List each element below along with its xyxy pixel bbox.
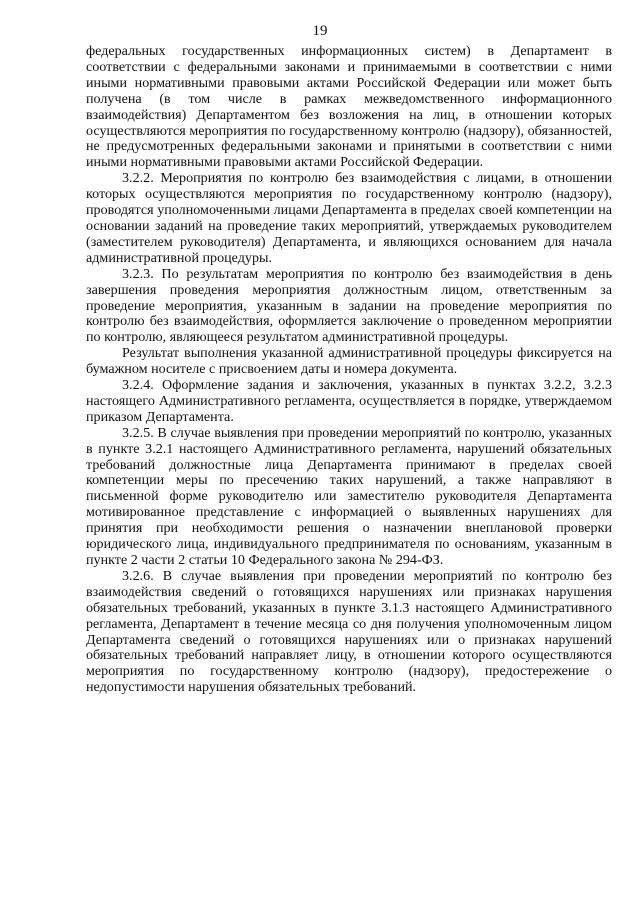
paragraph-3-2-4: 3.2.4. Оформление задания и заключения, указанных в пунктах 3.2.2, 3.2.3 настоящего Административного регламента, осуществляется в порядке, утверждаемом приказом Департамента. (86, 377, 612, 425)
paragraph-3-2-5: 3.2.5. В случае выявления при проведении мероприятий по контролю, указанных в пункте 3.2.1 настоящего Административного регламента, нарушений обязательных требований должностные лица Департамента принимают в пределах своей компетенции меры по пресечению таких нарушений, а также направляют в письменной форме руководителю или заместителю руководителя Департамента мотивированное представление с информацией о выявленных нарушениях для принятия при необходимости решения о назначении внеплановой проверки юридического лица, индивидуального предпринимателя по основаниям, указанным в пункте 2 части 2 статьи 10 Федерального закона № 294-ФЗ. (86, 424, 612, 568)
paragraph-3-2-6: 3.2.6. В случае выявления при проведении мероприятий по контролю без взаимодействия сведений о готовящихся нарушениях или признаках нарушения обязательных требований, указанных в пункте 3.1.3 настоящего Административного регламента, Департамент в течение месяца со дня получения уполномоченным лицом Департамента сведений о готовящихся нарушениях или о признаках нарушений обязательных требований направляет лицу, в отношении которого осуществляются мероприятия по государственному контролю (надзору), предостережение о недопустимости нарушения обязательных требований. (86, 567, 612, 696)
document-body (86, 44, 612, 696)
paragraph-continuation: федеральных государственных информационных систем) в Департамент в соответствии с федеральными законами и принимаемыми в соответствии с ними иными нормативными правовыми актами Российской Федерации или может быть получена (в том числе в рамках межведомственного информационного взаимодействия) Департаментом без возложения на лиц, в отношении которых осуществляются мероприятия по государственному контролю (надзору), обязанностей, не предусмотренных федеральными законами и принятыми в соответствии с ними иными нормативными правовыми актами Российской Федерации. (86, 43, 612, 171)
paragraph-3-2-2: 3.2.2. Мероприятия по контролю без взаимодействия с лицами, в отношении которых осуществляются мероприятия по государственному контролю (надзору), проводятся уполномоченными лицами Департамента в пределах своей компетенции на основании заданий на проведение таких мероприятий, утверждаемых руководителем (заместителем руководителя) Департамента, и являющихся основанием для начала административной процедуры. (86, 170, 612, 266)
paragraph-procedure-result: Результат выполнения указанной административной процедуры фиксируется на бумажном носителе с присвоением даты и номера документа. (86, 345, 612, 378)
page-number: 19 (312, 23, 328, 39)
paragraph-3-2-3: 3.2.3. По результатам мероприятия по контролю без взаимодействия в день завершения проведения мероприятия должностным лицом, ответственным за проведение мероприятия, указанным в задании на проведение мероприятия по контролю без взаимодействия, оформляется заключение о проведенном мероприятии по контролю, являющееся результатом административной процедуры. (86, 265, 612, 346)
